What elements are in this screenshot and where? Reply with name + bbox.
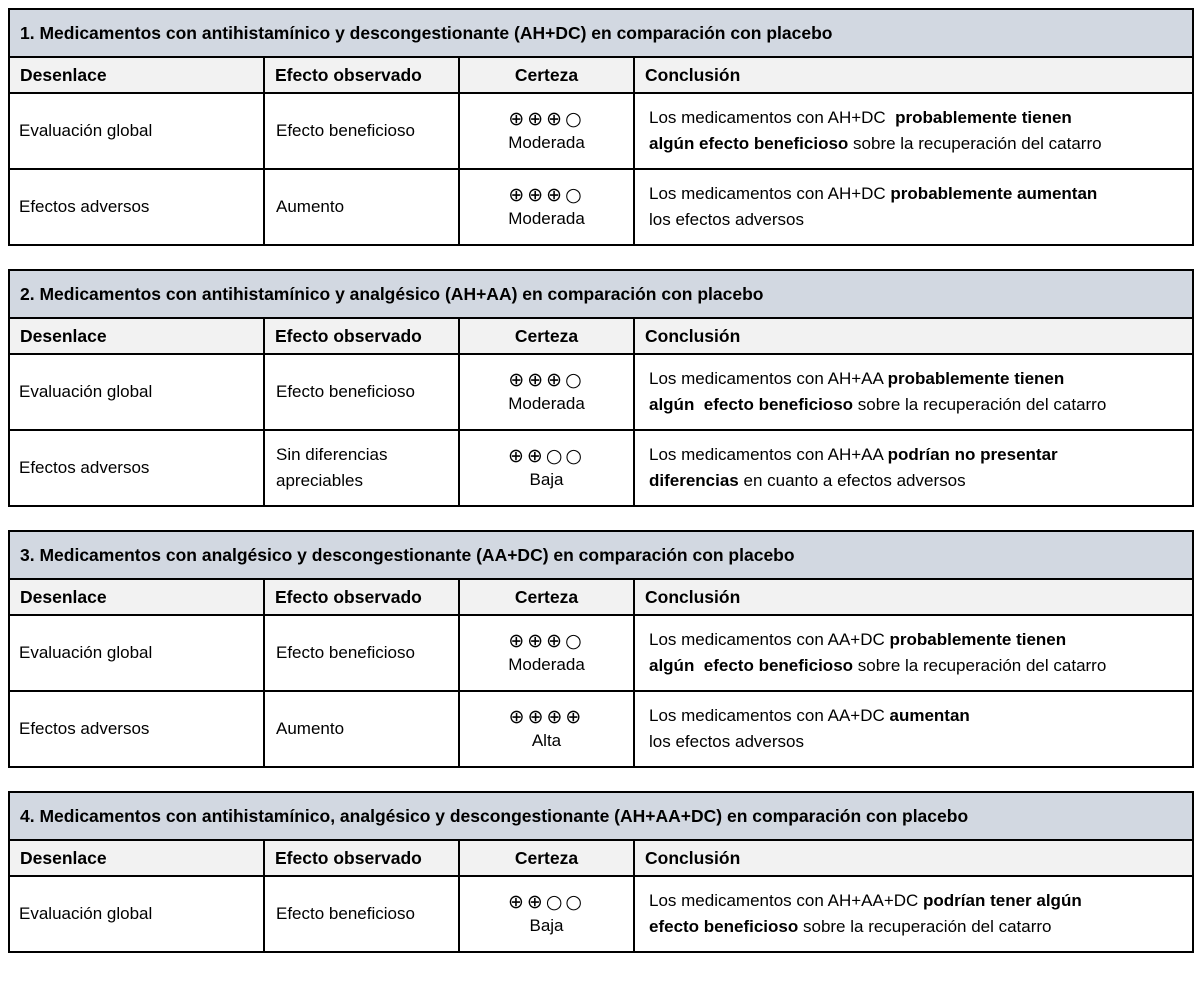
conclusion-text-bold: podrían no presentar: [887, 445, 1058, 464]
column-header-certeza: Certeza: [459, 318, 634, 354]
column-header-row: [9, 57, 1193, 93]
certainty-grade-icons: ⊕⊕⊕○: [508, 184, 585, 206]
outcome-cell: Efectos adversos: [9, 169, 264, 245]
certainty-label: Moderada: [508, 394, 585, 413]
outcome-cell: Evaluación global: [9, 93, 264, 169]
conclusion-text: sobre la recuperación del catarro: [853, 395, 1107, 414]
conclusion-text-bold: algún efecto beneficioso: [649, 656, 854, 675]
conclusion-text: Los medicamentos con AH+DC: [649, 184, 891, 203]
effect-cell: Efecto beneficioso: [264, 615, 459, 691]
column-header-row: [9, 840, 1193, 876]
outcome-cell: Efectos adversos: [9, 691, 264, 767]
table-title-row: [9, 531, 1193, 579]
effect-cell: Sin diferencias apreciables: [264, 430, 459, 506]
conclusion-cell: [634, 430, 1193, 506]
certainty-cell: [459, 354, 634, 430]
certainty-label: Baja: [529, 916, 564, 935]
conclusion-text: los efectos adversos: [649, 210, 804, 229]
table-title: 3. Medicamentos con analgésico y descongestionante (AA+DC) en comparación con placebo: [9, 531, 1193, 579]
conclusion-text: Los medicamentos con AH+DC: [649, 108, 896, 127]
certainty-grade-icons: ⊕⊕○○: [508, 445, 585, 467]
column-header-efecto-observado: Efecto observado: [264, 57, 459, 93]
column-header-efecto-observado: Efecto observado: [264, 318, 459, 354]
conclusion-cell: [634, 876, 1193, 952]
certainty-grade-icons: ⊕⊕○○: [508, 891, 585, 913]
certainty-label: Moderada: [508, 133, 585, 152]
column-header-conclusion: Conclusión: [634, 57, 1193, 93]
conclusion-text-bold: probablemente tienen: [887, 369, 1065, 388]
grade-table: [8, 791, 1194, 953]
certainty-cell: [459, 169, 634, 245]
effect-cell: Aumento: [264, 169, 459, 245]
conclusion-text: los efectos adversos: [649, 732, 804, 751]
table-title: 2. Medicamentos con antihistamínico y analgésico (AH+AA) en comparación con placebo: [9, 270, 1193, 318]
column-header-conclusion: Conclusión: [634, 579, 1193, 615]
table-title-row: [9, 9, 1193, 57]
column-header-conclusion: Conclusión: [634, 318, 1193, 354]
conclusion-text-bold: aumentan: [889, 706, 970, 725]
conclusion-text: Los medicamentos con AA+DC: [649, 630, 890, 649]
conclusion-text: sobre la recuperación del catarro: [798, 917, 1052, 936]
column-header-row: [9, 318, 1193, 354]
table-row: [9, 93, 1193, 169]
table-row: [9, 691, 1193, 767]
effect-cell: Efecto beneficioso: [264, 876, 459, 952]
effect-cell: Aumento: [264, 691, 459, 767]
conclusion-text-bold: probablemente tienen: [889, 630, 1067, 649]
table-row: [9, 876, 1193, 952]
table-row: [9, 354, 1193, 430]
conclusion-text-bold: algún efecto beneficioso: [649, 134, 849, 153]
table-row: [9, 169, 1193, 245]
conclusion-text-bold: diferencias: [649, 471, 739, 490]
table-title: 1. Medicamentos con antihistamínico y descongestionante (AH+DC) en comparación con placebo: [9, 9, 1193, 57]
conclusion-cell: [634, 354, 1193, 430]
table-body: [9, 354, 1193, 506]
certainty-label: Alta: [531, 731, 562, 750]
column-header-row: [9, 579, 1193, 615]
column-header-conclusion: Conclusión: [634, 840, 1193, 876]
column-header-desenlace: Desenlace: [9, 57, 264, 93]
table-row: [9, 430, 1193, 506]
certainty-cell: [459, 430, 634, 506]
effect-cell: Efecto beneficioso: [264, 354, 459, 430]
column-header-efecto-observado: Efecto observado: [264, 840, 459, 876]
certainty-label: Moderada: [508, 209, 585, 228]
outcome-cell: Evaluación global: [9, 876, 264, 952]
certainty-cell: [459, 93, 634, 169]
certainty-grade-icons: ⊕⊕⊕○: [508, 630, 585, 652]
conclusion-text: Los medicamentos con AA+DC: [649, 706, 890, 725]
table-body: [9, 876, 1193, 952]
conclusion-text: Los medicamentos con AH+AA: [649, 445, 888, 464]
certainty-cell: [459, 615, 634, 691]
conclusion-text-bold: probablemente tienen: [895, 108, 1072, 127]
column-header-desenlace: Desenlace: [9, 579, 264, 615]
column-header-desenlace: Desenlace: [9, 318, 264, 354]
conclusion-cell: [634, 93, 1193, 169]
conclusion-text: Los medicamentos con AH+AA: [649, 369, 888, 388]
conclusion-text: Los medicamentos con AH+AA+DC: [649, 891, 924, 910]
grade-table: [8, 8, 1194, 246]
certainty-grade-icons: ⊕⊕⊕○: [508, 369, 585, 391]
outcome-cell: Evaluación global: [9, 615, 264, 691]
effect-cell: Efecto beneficioso: [264, 93, 459, 169]
table-body: [9, 615, 1193, 767]
certainty-label: Baja: [529, 470, 564, 489]
certainty-cell: [459, 876, 634, 952]
conclusion-text-bold: podrían tener algún: [923, 891, 1082, 910]
table-body: [9, 93, 1193, 245]
column-header-certeza: Certeza: [459, 57, 634, 93]
column-header-desenlace: Desenlace: [9, 840, 264, 876]
table-title: 4. Medicamentos con antihistamínico, analgésico y descongestionante (AH+AA+DC) en comparación con placebo: [9, 792, 1193, 840]
certainty-label: Moderada: [508, 655, 585, 674]
conclusion-cell: [634, 169, 1193, 245]
conclusion-text: en cuanto a efectos adversos: [738, 471, 966, 490]
conclusion-text-bold: algún efecto beneficioso: [649, 395, 854, 414]
grade-table: [8, 530, 1194, 768]
table-title-row: [9, 792, 1193, 840]
table-row: [9, 615, 1193, 691]
conclusion-text: sobre la recuperación del catarro: [848, 134, 1102, 153]
table-title-row: [9, 270, 1193, 318]
certainty-grade-icons: ⊕⊕⊕○: [508, 108, 585, 130]
column-header-certeza: Certeza: [459, 579, 634, 615]
column-header-certeza: Certeza: [459, 840, 634, 876]
certainty-grade-icons: ⊕⊕⊕⊕: [508, 706, 585, 728]
grade-table: [8, 269, 1194, 507]
column-header-efecto-observado: Efecto observado: [264, 579, 459, 615]
conclusion-text: sobre la recuperación del catarro: [853, 656, 1107, 675]
outcome-cell: Efectos adversos: [9, 430, 264, 506]
conclusion-text-bold: probablemente aumentan: [890, 184, 1098, 203]
certainty-cell: [459, 691, 634, 767]
outcome-cell: Evaluación global: [9, 354, 264, 430]
conclusion-cell: [634, 691, 1193, 767]
conclusion-text-bold: efecto beneficioso: [649, 917, 799, 936]
conclusion-cell: [634, 615, 1193, 691]
